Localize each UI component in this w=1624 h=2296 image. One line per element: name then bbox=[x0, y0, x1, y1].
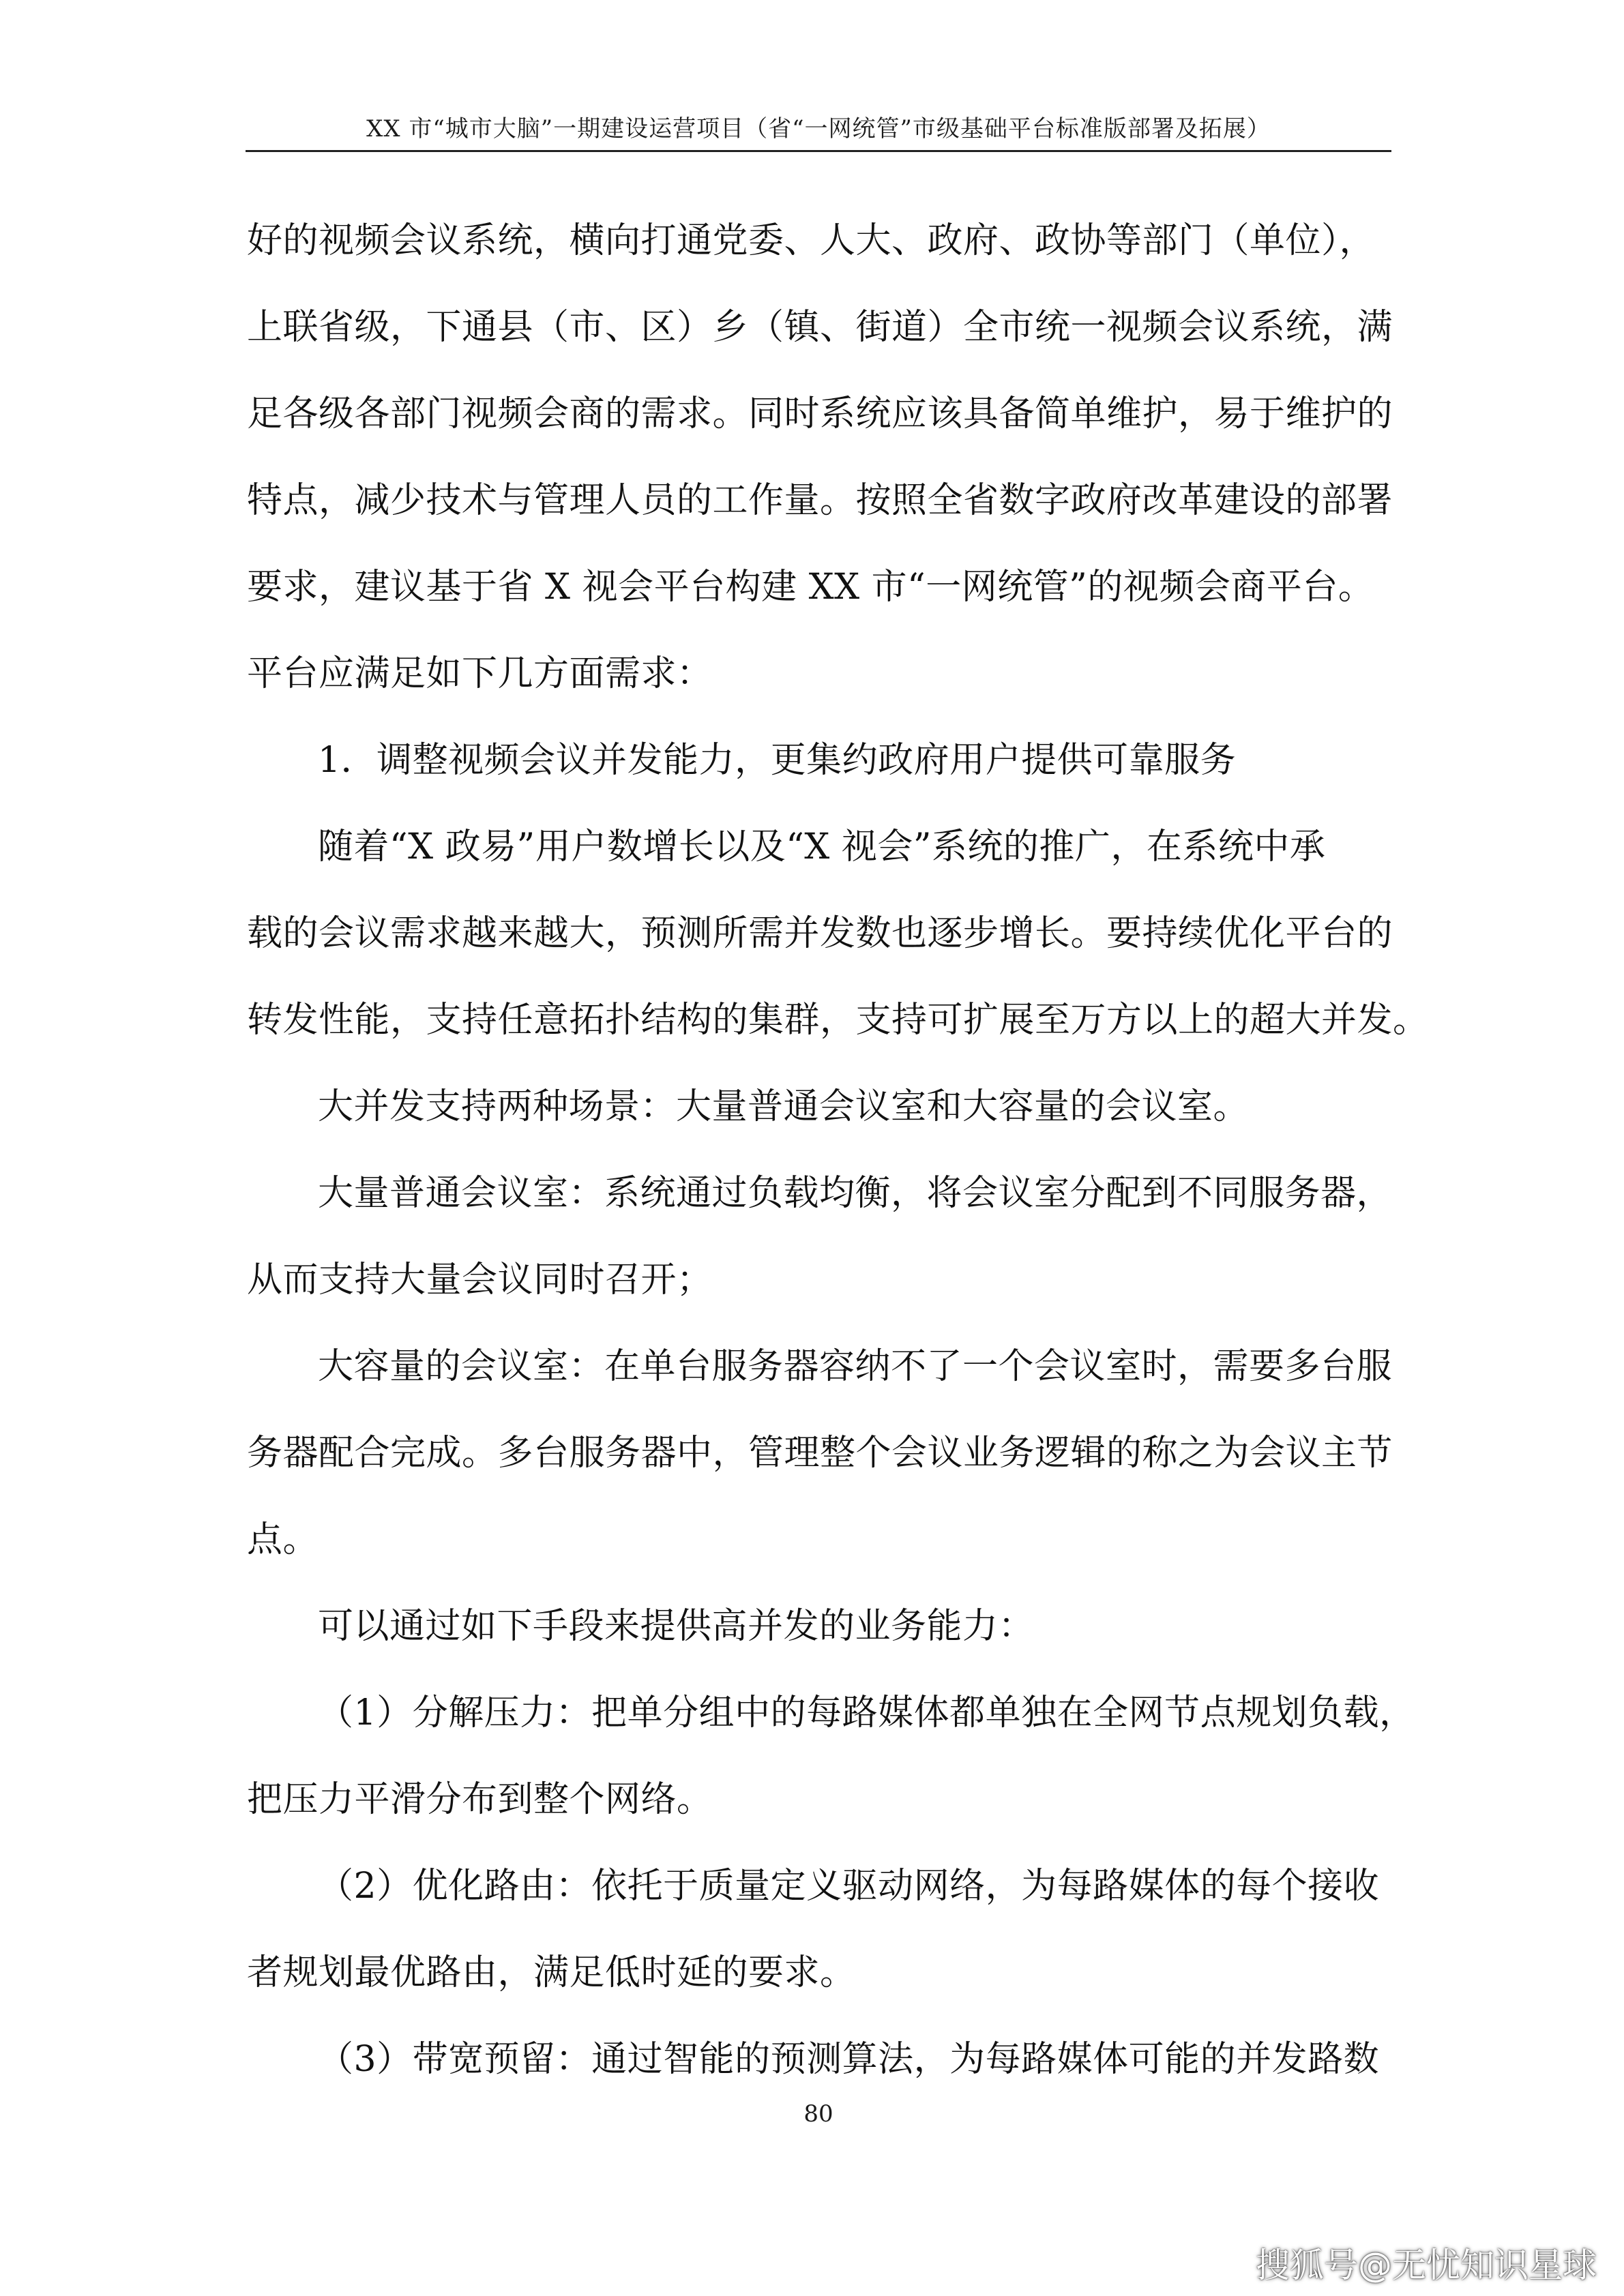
body-line: 点。 bbox=[247, 1519, 319, 1560]
running-header: XX 市“城市大脑”一期建设运营项目（省“一网统管”市级基础平台标准版部署及拓展） bbox=[366, 115, 1271, 143]
list-item: （3）带宽预留：通过智能的预测算法，为每路媒体可能的并发路数 bbox=[318, 2039, 1380, 2080]
body-line: 者规划最优路由，满足低时延的要求。 bbox=[247, 1952, 856, 1993]
section-heading: 1．调整视频会议并发能力，更集约政府用户提供可靠服务 bbox=[318, 740, 1237, 781]
body-line: 大容量的会议室：在单台服务器容纳不了一个会议室时，需要多台服 bbox=[318, 1346, 1393, 1387]
body-line: 从而支持大量会议同时召开； bbox=[247, 1259, 713, 1300]
watermark: 搜狐号@无忧知识星球 bbox=[1256, 2246, 1597, 2285]
body-line: 大并发支持两种场景：大量普通会议室和大容量的会议室。 bbox=[318, 1086, 1250, 1127]
body-line: 载的会议需求越来越大，预测所需并发数也逐步增长。要持续优化平台的 bbox=[247, 913, 1393, 954]
body-line: 随着“X 政易”用户数增长以及“X 视会”系统的推广，在系统中承 bbox=[318, 826, 1326, 867]
body-line: 足各级各部门视频会商的需求。同时系统应该具备简单维护，易于维护的 bbox=[247, 393, 1393, 434]
body-line: 可以通过如下手段来提供高并发的业务能力： bbox=[318, 1606, 1035, 1647]
body-line: 要求，建议基于省 X 视会平台构建 XX 市“一网统管”的视频会商平台。 bbox=[247, 567, 1374, 608]
body-line: 把压力平滑分布到整个网络。 bbox=[247, 1779, 713, 1820]
body-line: 转发性能，支持任意拓扑结构的集群，支持可扩展至万方以上的超大并发。 bbox=[247, 1000, 1429, 1041]
list-item: （1）分解压力：把单分组中的每路媒体都单独在全网节点规划负载， bbox=[318, 1693, 1415, 1733]
page-number: 80 bbox=[803, 2100, 833, 2128]
body-line: 平台应满足如下几方面需求： bbox=[247, 653, 713, 694]
body-line: 务器配合完成。多台服务器中，管理整个会议业务逻辑的称之为会议主节 bbox=[247, 1433, 1393, 1474]
header-rule bbox=[246, 150, 1391, 152]
list-item: （2）优化路由：依托于质量定义驱动网络，为每路媒体的每个接收 bbox=[318, 1866, 1380, 1907]
body-line: 特点，减少技术与管理人员的工作量。按照全省数字政府改革建设的部署 bbox=[247, 480, 1393, 521]
body-line: 好的视频会议系统，横向打通党委、人大、政府、政协等部门（单位）， bbox=[247, 220, 1376, 261]
page-body bbox=[247, 198, 1429, 2103]
body-line: 上联省级，下通县（市、区）乡（镇、街道）全市统一视频会议系统，满 bbox=[247, 307, 1393, 348]
body-line: 大量普通会议室：系统通过负载均衡，将会议室分配到不同服务器， bbox=[318, 1173, 1393, 1214]
